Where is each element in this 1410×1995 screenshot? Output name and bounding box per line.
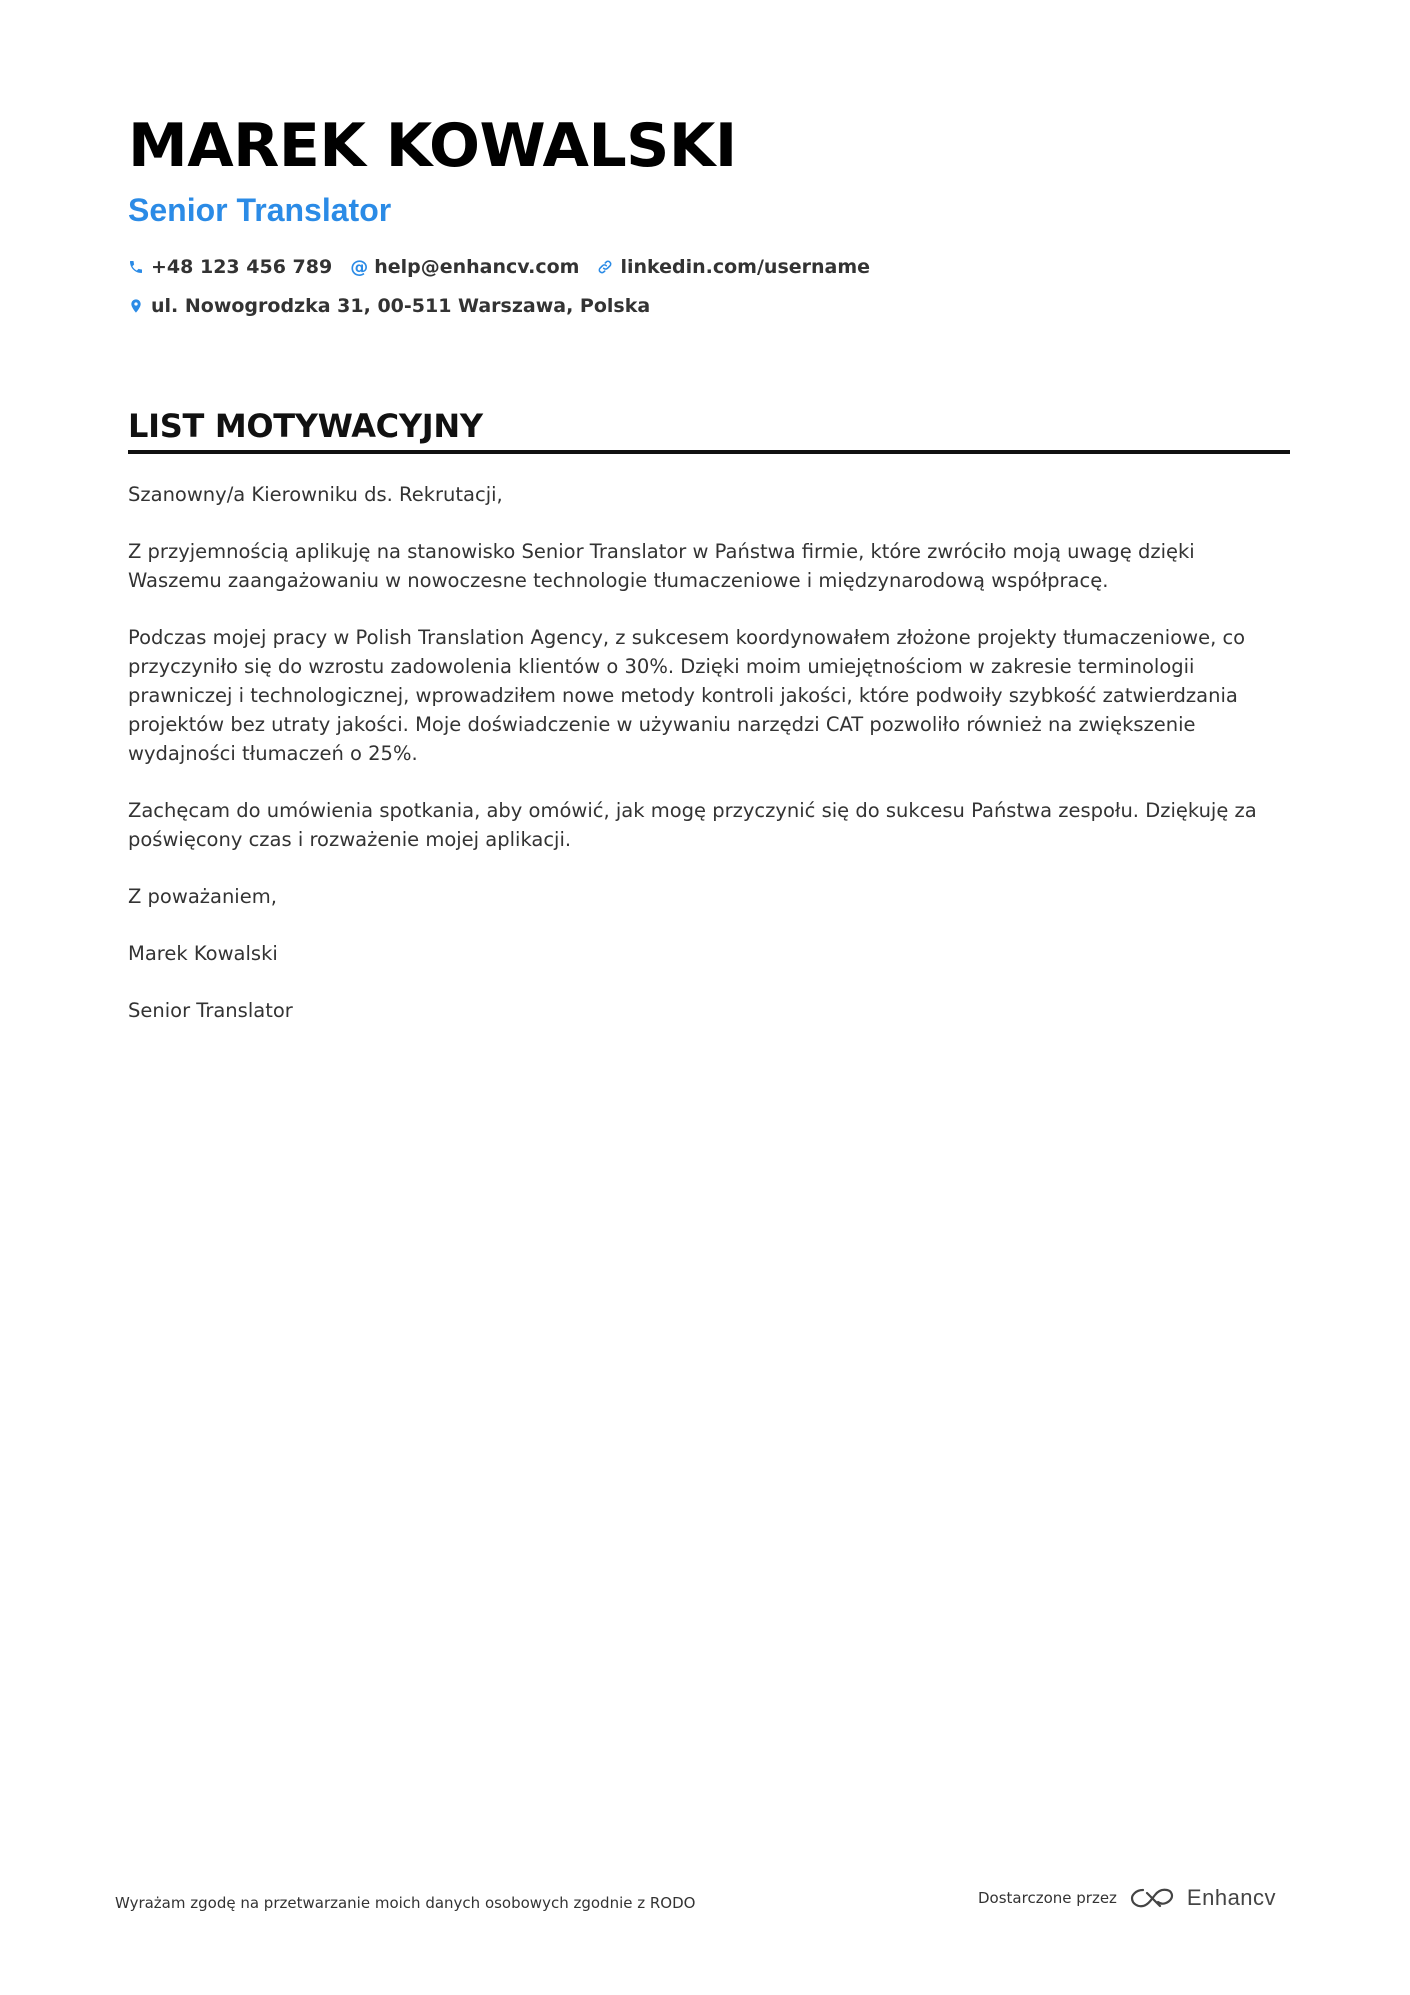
letter-paragraph-2: Podczas mojej pracy w Polish Translation Agency, z sukcesem koordynowałem złożone projekty tłumaczeniowe, co przyczyniło się do wzrostu zadowolenia klientów o 30%. Dzięki moim umiejętnościom w zakresie terminologii prawniczej i technologicznej, wprowadziłem nowe metody kontroli jakości, które podwoiły szybkość zatwierdzania projektów bez utraty jakości. Moje doświadczenie w używaniu narzędzi CAT pozwoliło również na zwiększenie wydajności tłumaczeń o 25%.	[128, 626, 1246, 765]
address-contact	[128, 295, 650, 317]
phone-icon	[128, 259, 144, 275]
phone-contact[interactable]	[128, 256, 332, 278]
letter-closing: Z poważaniem,	[128, 885, 277, 908]
letter-body	[128, 480, 1278, 1053]
email-contact[interactable]	[350, 256, 579, 278]
phone-number: +48 123 456 789	[151, 256, 333, 278]
provided-by-label: Dostarczone przez	[978, 1889, 1117, 1907]
contact-row-2	[128, 291, 888, 321]
linkedin-url: linkedin.com/username	[620, 256, 871, 278]
location-pin-icon	[128, 298, 144, 314]
contact-row-1	[128, 252, 888, 282]
provided-by-enhancv[interactable]	[978, 1884, 1276, 1912]
email-address: help@enhancv.com	[374, 256, 580, 278]
section-divider	[128, 450, 1290, 454]
letter-paragraph-3: Zachęcam do umówienia spotkania, aby omówić, jak mogę przyczynić się do sukcesu Państwa zespołu. Dziękuję za poświęcony czas i rozważenie mojej aplikacji.	[128, 799, 1257, 851]
contact-info	[128, 252, 888, 330]
link-icon	[597, 259, 613, 275]
enhancv-logo-icon	[1129, 1884, 1175, 1912]
address-text: ul. Nowogrodzka 31, 00-511 Warszawa, Polska	[151, 295, 651, 317]
signature-name: Marek Kowalski	[128, 942, 278, 965]
candidate-name: MAREK KOWALSKI	[128, 111, 737, 181]
letter-greeting: Szanowny/a Kierowniku ds. Rekrutacji,	[128, 483, 503, 506]
signature-title: Senior Translator	[128, 999, 293, 1022]
letter-paragraph-1: Z przyjemnością aplikuję na stanowisko Senior Translator w Państwa firmie, które zwróciło moją uwagę dzięki Waszemu zaangażowaniu w nowoczesne technologie tłumaczeniowe i międzynarodową współpracę.	[128, 540, 1195, 592]
job-title: Senior Translator	[128, 192, 392, 228]
gdpr-consent: Wyrażam zgodę na przetwarzanie moich danych osobowych zgodnie z RODO	[115, 1894, 696, 1912]
linkedin-contact[interactable]	[597, 256, 870, 278]
at-icon: @	[350, 256, 369, 278]
brand-name: Enhancv	[1186, 1885, 1277, 1910]
section-title: LIST MOTYWACYJNY	[128, 407, 483, 445]
